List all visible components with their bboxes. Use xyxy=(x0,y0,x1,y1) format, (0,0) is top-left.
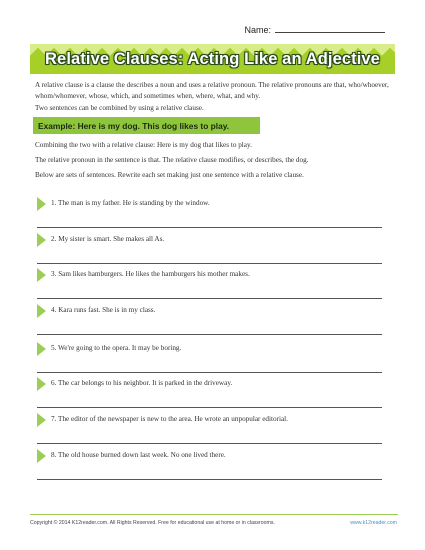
triangle-bullet-icon xyxy=(37,233,46,247)
exercise-item-6 xyxy=(37,377,382,413)
exercise-item-7 xyxy=(37,413,382,449)
exercise-item-4 xyxy=(37,304,382,340)
triangle-bullet-icon xyxy=(37,449,46,463)
exercise-sentence: 4. Kara runs fast. She is in my class. xyxy=(51,306,156,314)
copyright-text: Copyright © 2014 K12reader.com. All Rights Reserved. Free for educational use at home or in classrooms. xyxy=(30,520,275,526)
explanation-paragraph-1: Combining the two with a relative clause: Here is my dog that likes to play. xyxy=(35,141,252,149)
intro-paragraph-2: Two sentences can be combined by using a relative clause. xyxy=(35,104,204,112)
answer-line[interactable] xyxy=(37,479,382,480)
triangle-bullet-icon xyxy=(37,304,46,318)
footer-divider xyxy=(30,514,398,515)
exercise-sentence: 8. The old house burned down last week. No one lived there. xyxy=(51,451,226,459)
exercise-item-8 xyxy=(37,449,382,485)
answer-line[interactable] xyxy=(37,407,382,408)
exercise-item-1 xyxy=(37,197,382,233)
answer-line[interactable] xyxy=(37,372,382,373)
name-field[interactable] xyxy=(244,24,385,35)
triangle-bullet-icon xyxy=(37,377,46,391)
exercise-item-2 xyxy=(37,233,382,269)
triangle-bullet-icon xyxy=(37,413,46,427)
page-title: Relative Clauses: Acting Like an Adjective xyxy=(45,49,380,68)
example-text: Example: Here is my dog. This dog likes to play. xyxy=(38,120,230,131)
exercise-sentence: 3. Sam likes hamburgers. He likes the hamburgers his mother makes. xyxy=(51,270,250,278)
title-banner xyxy=(30,44,395,74)
exercise-sentence: 1. The man is my father. He is standing by the window. xyxy=(51,199,210,207)
answer-line[interactable] xyxy=(37,227,382,228)
answer-line[interactable] xyxy=(37,263,382,264)
example-box xyxy=(33,117,260,134)
answer-line[interactable] xyxy=(37,443,382,444)
intro-paragraph-1: A relative clause is a clause the describes a noun and uses a relative pronoun. The relative pronouns are that, who/whoever, whom/whomever, whose, which, and sometimes when, where, what, and why. xyxy=(35,81,389,100)
exercise-sentence: 6. The car belongs to his neighbor. It is parked in the driveway. xyxy=(51,379,233,387)
name-line[interactable] xyxy=(275,24,385,33)
exercise-item-3 xyxy=(37,268,382,304)
exercise-sentence: 7. The editor of the newspaper is new to the area. He wrote an unpopular editorial. xyxy=(51,415,288,423)
answer-line[interactable] xyxy=(37,334,382,335)
exercise-item-5 xyxy=(37,342,382,378)
exercise-sentence: 5. We're going to the opera. It may be boring. xyxy=(51,344,182,352)
triangle-bullet-icon xyxy=(37,197,46,211)
name-label: Name: xyxy=(244,25,271,35)
triangle-bullet-icon xyxy=(37,268,46,282)
explanation-paragraph-3: Below are sets of sentences. Rewrite each set making just one sentence with a relative clause. xyxy=(35,171,304,179)
answer-line[interactable] xyxy=(37,298,382,299)
explanation-paragraph-2: The relative pronoun in the sentence is that. The relative clause modifies, or describes, the dog. xyxy=(35,156,309,164)
exercise-sentence: 2. My sister is smart. She makes all As. xyxy=(51,235,165,243)
site-url-link[interactable]: www.k12reader.com xyxy=(350,520,397,526)
triangle-bullet-icon xyxy=(37,342,46,356)
